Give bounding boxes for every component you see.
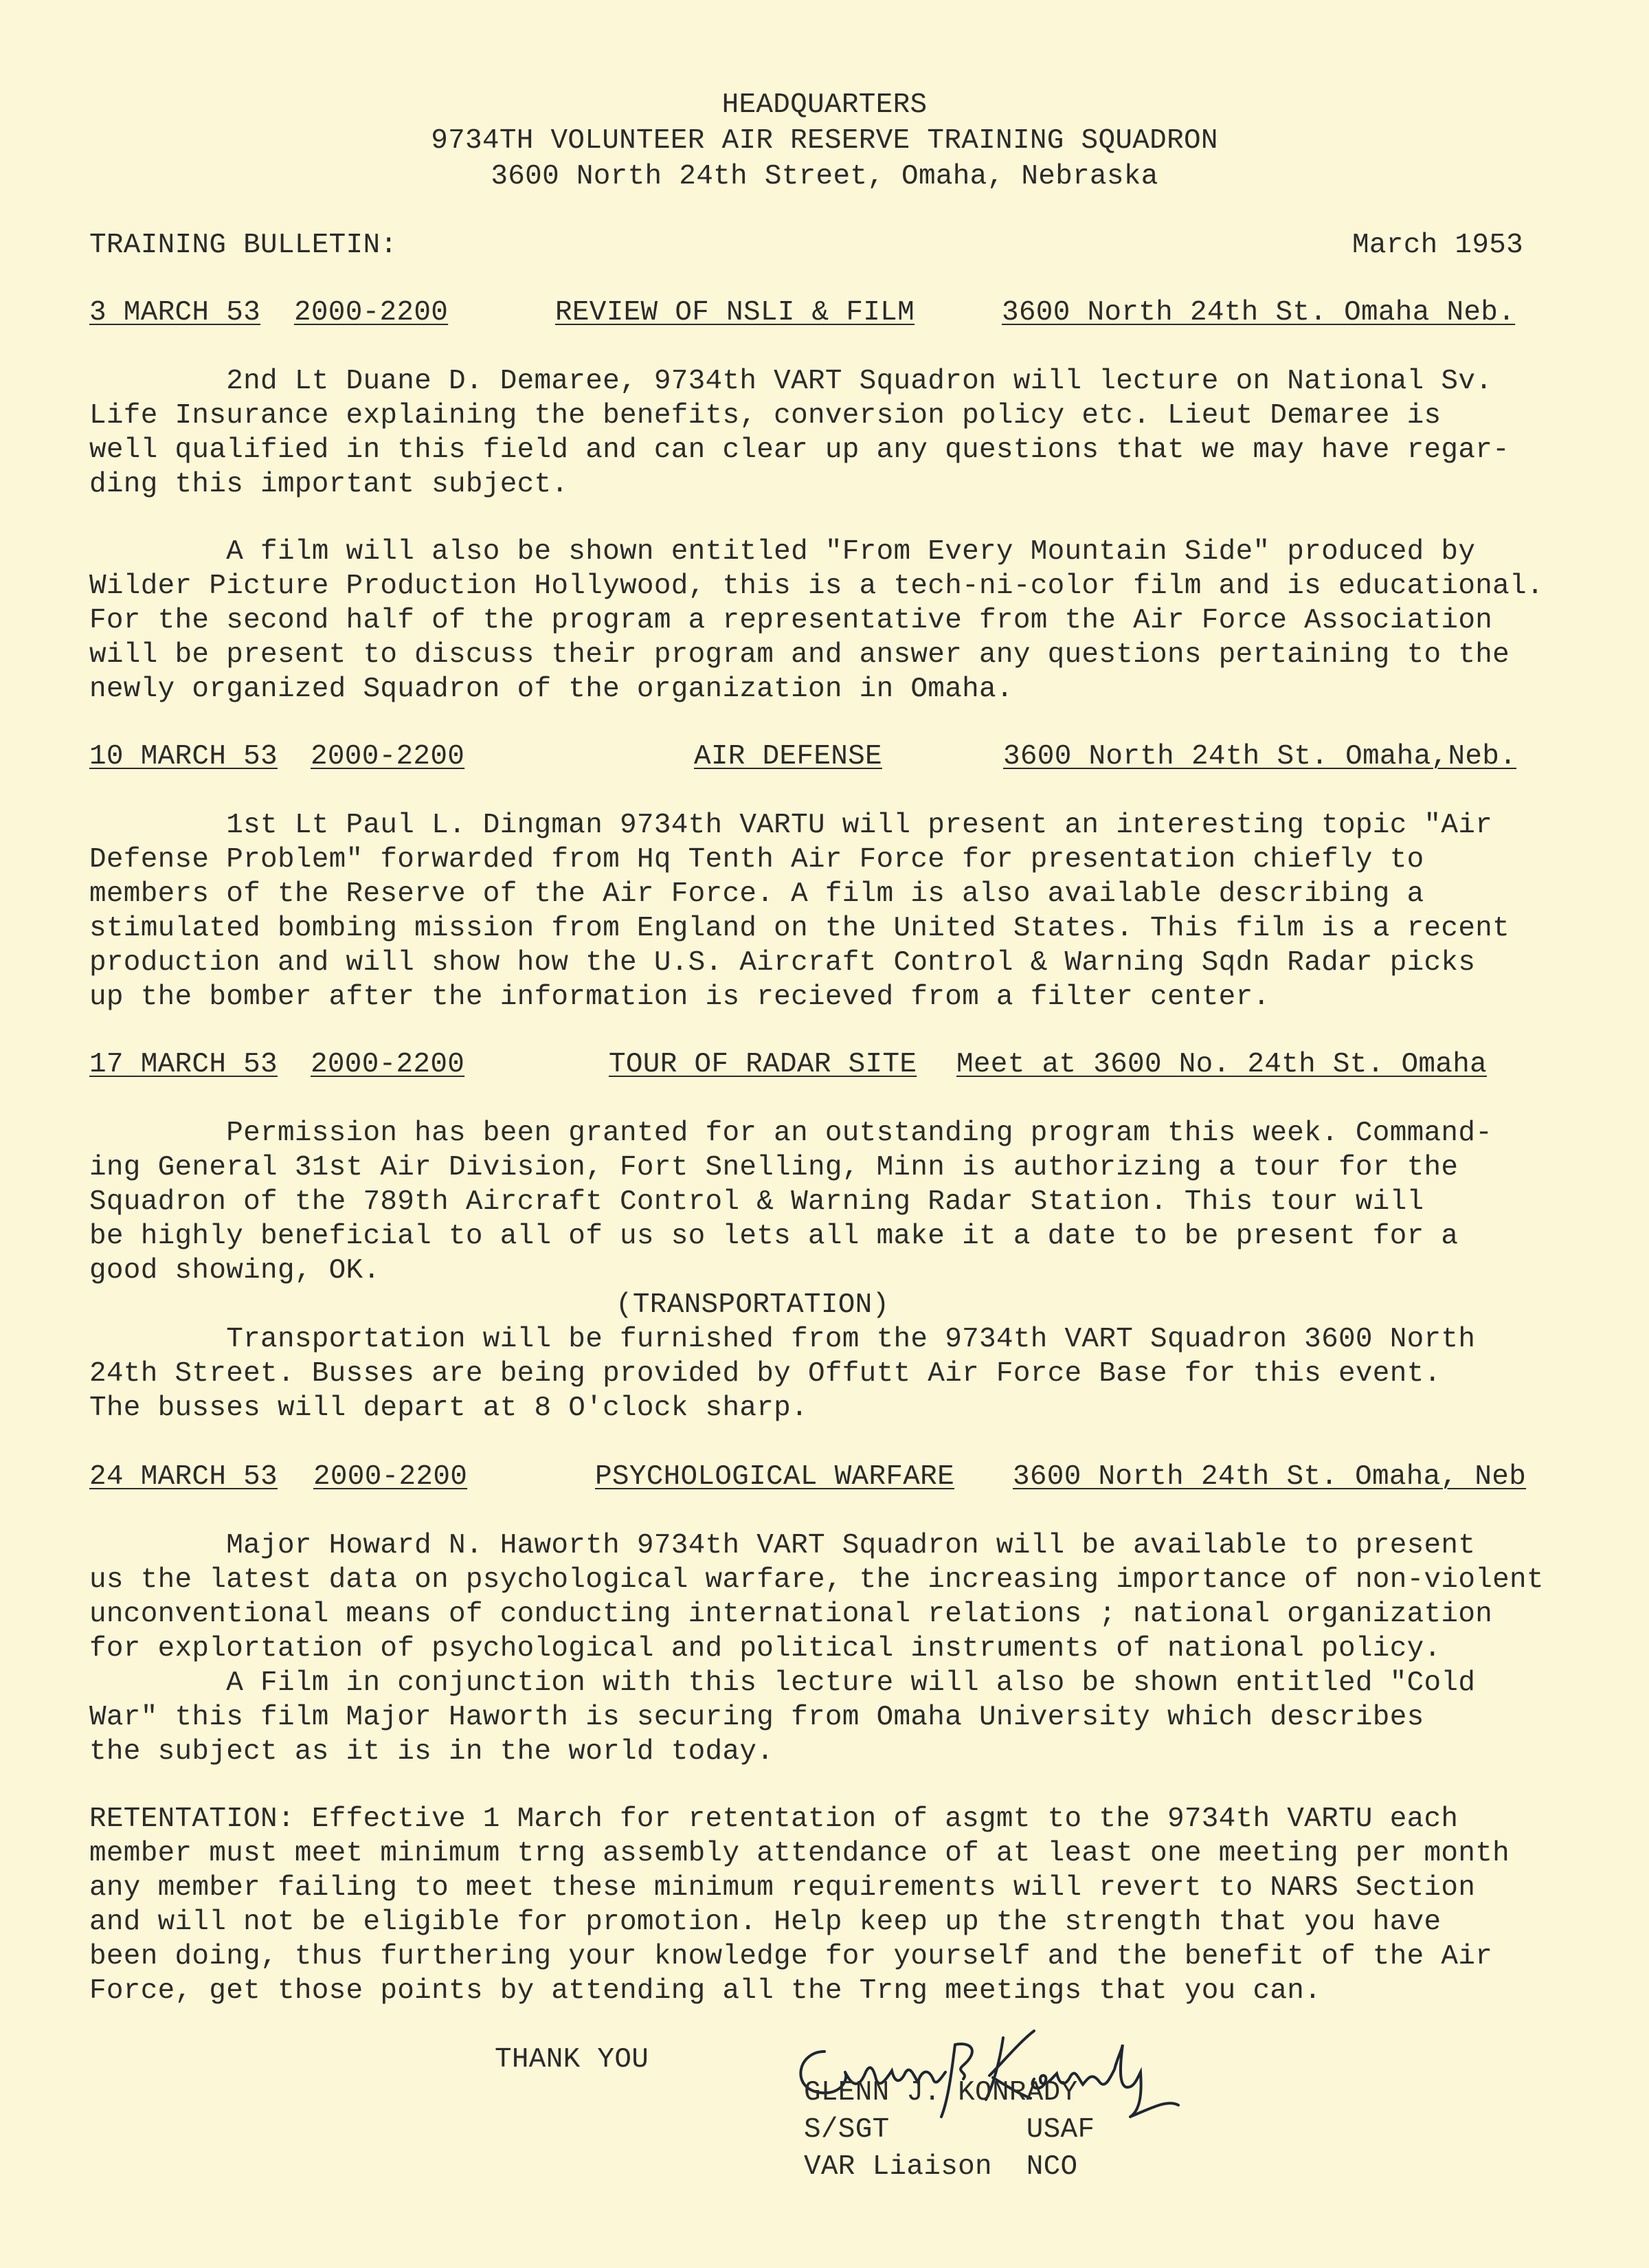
paragraph-line: 2nd Lt Duane D. Demaree, 9734th VART Squadron will lecture on National Sv. xyxy=(89,366,1493,397)
paragraph-line: Life Insurance explaining the benefits, conversion policy etc. Lieut Demaree is xyxy=(89,400,1442,432)
signer-rank: S/SGT USAF xyxy=(804,2114,1095,2146)
paragraph-line: 24th Street. Busses are being provided by Offutt Air Force Base for this event. xyxy=(89,1358,1442,1390)
transportation-subheading: (TRANSPORTATION) xyxy=(616,1289,890,1321)
session-date: 24 MARCH 53 xyxy=(89,1461,278,1493)
session-time: 2000-2200 xyxy=(313,1461,468,1493)
paragraph-line: Defense Problem" forwarded from Hq Tenth Air Force for presentation chiefly to xyxy=(89,844,1424,876)
session-topic: TOUR OF RADAR SITE xyxy=(609,1049,917,1080)
paragraph-line: newly organized Squadron of the organization in Omaha. xyxy=(89,674,1013,705)
bulletin-label: TRAINING BULLETIN: xyxy=(89,230,398,261)
retentation-line: member must meet minimum trng assembly attendance of at least one meeting per month xyxy=(89,1838,1510,1869)
paragraph-line: Permission has been granted for an outstanding program this week. Command- xyxy=(89,1118,1493,1149)
session-date: 3 MARCH 53 xyxy=(89,297,261,329)
header-line-2: 9734TH VOLUNTEER AIR RESERVE TRAINING SQUADRON xyxy=(431,125,1218,157)
paragraph-line: be highly beneficial to all of us so lets all make it a date to be present for a xyxy=(89,1221,1459,1252)
paragraph-line: well qualified in this field and can clear up any questions that we may have regar- xyxy=(89,434,1510,466)
paragraph-line: The busses will depart at 8 O'clock sharp. xyxy=(89,1392,808,1424)
paragraph-line: unconventional means of conducting international relations ; national organization xyxy=(89,1599,1493,1630)
session-date: 10 MARCH 53 xyxy=(89,741,278,772)
paragraph-line: members of the Reserve of the Air Force. A film is also available describing a xyxy=(89,878,1424,910)
paragraph-line: Major Howard N. Haworth 9734th VART Squadron will be available to present xyxy=(89,1530,1476,1561)
paragraph-line: stimulated bombing mission from England on the United States. This film is a recent xyxy=(89,913,1510,944)
session-place: 3600 North 24th St. Omaha Neb. xyxy=(1002,297,1516,329)
paragraph-line: War" this film Major Haworth is securing from Omaha University which describes xyxy=(89,1702,1424,1733)
paragraph-line: A film will also be shown entitled "From Every Mountain Side" produced by xyxy=(89,536,1476,568)
session-time: 2000-2200 xyxy=(311,1049,465,1080)
bulletin-date: March 1953 xyxy=(1352,230,1524,261)
paragraph-line: the subject as it is in the world today. xyxy=(89,1736,774,1768)
paragraph-line: Transportation will be furnished from the 9734th VART Squadron 3600 North xyxy=(89,1324,1476,1355)
paragraph-line: Squadron of the 789th Aircraft Control & Warning Radar Station. This tour will xyxy=(89,1186,1424,1218)
retentation-line: and will not be eligible for promotion. Help keep up the strength that you have xyxy=(89,1906,1442,1938)
paragraph-line: ing General 31st Air Division, Fort Snelling, Minn is authorizing a tour for the xyxy=(89,1152,1459,1183)
signer-name: GLENN J. KONRADY xyxy=(804,2077,1078,2109)
session-date: 17 MARCH 53 xyxy=(89,1049,278,1080)
thank-you: THANK YOU xyxy=(495,2044,649,2076)
session-time: 2000-2200 xyxy=(294,297,449,329)
header-line-1: HEADQUARTERS xyxy=(721,89,928,121)
retentation-line: been doing, thus furthering your knowledge for yourself and the benefit of the Air xyxy=(89,1941,1493,1972)
session-topic: AIR DEFENSE xyxy=(694,741,882,772)
paragraph-line: good showing, OK. xyxy=(89,1255,381,1287)
paragraph-line: For the second half of the program a representative from the Air Force Association xyxy=(89,605,1493,636)
paragraph-line: Wilder Picture Production Hollywood, this is a tech-ni-color film and is educational. xyxy=(89,570,1544,602)
paragraph-line: us the latest data on psychological warfare, the increasing importance of non-violent xyxy=(89,1564,1544,1596)
paragraph-line: production and will show how the U.S. Aircraft Control & Warning Sqdn Radar picks xyxy=(89,947,1476,979)
paragraph-line: 1st Lt Paul L. Dingman 9734th VARTU will present an interesting topic "Air xyxy=(89,810,1493,841)
paragraph-line: ding this important subject. xyxy=(89,469,569,500)
session-place: 3600 North 24th St. Omaha,Neb. xyxy=(1003,741,1517,772)
retentation-line: Force, get those points by attending all the Trng meetings that you can. xyxy=(89,1975,1322,2007)
session-time: 2000-2200 xyxy=(311,741,465,772)
paragraph-line: will be present to discuss their program and answer any questions pertaining to the xyxy=(89,639,1510,671)
retentation-line: any member failing to meet these minimum requirements will revert to NARS Section xyxy=(89,1872,1476,1904)
retentation-line: RETENTATION: Effective 1 March for retentation of asgmt to the 9734th VARTU each xyxy=(89,1803,1459,1835)
session-place: 3600 North 24th St. Omaha, Neb xyxy=(1013,1461,1527,1493)
session-topic: PSYCHOLOGICAL WARFARE xyxy=(595,1461,954,1493)
paragraph-line: A Film in conjunction with this lecture will also be shown entitled "Cold xyxy=(89,1667,1476,1699)
session-topic: REVIEW OF NSLI & FILM xyxy=(555,297,915,329)
signer-title: VAR Liaison NCO xyxy=(804,2151,1078,2183)
header-line-3: 3600 North 24th Street, Omaha, Nebraska xyxy=(491,161,1158,192)
session-place: Meet at 3600 No. 24th St. Omaha xyxy=(956,1049,1488,1080)
paragraph-line: for explortation of psychological and political instruments of national policy. xyxy=(89,1633,1442,1665)
paragraph-line: up the bomber after the information is recieved from a filter center. xyxy=(89,981,1270,1013)
